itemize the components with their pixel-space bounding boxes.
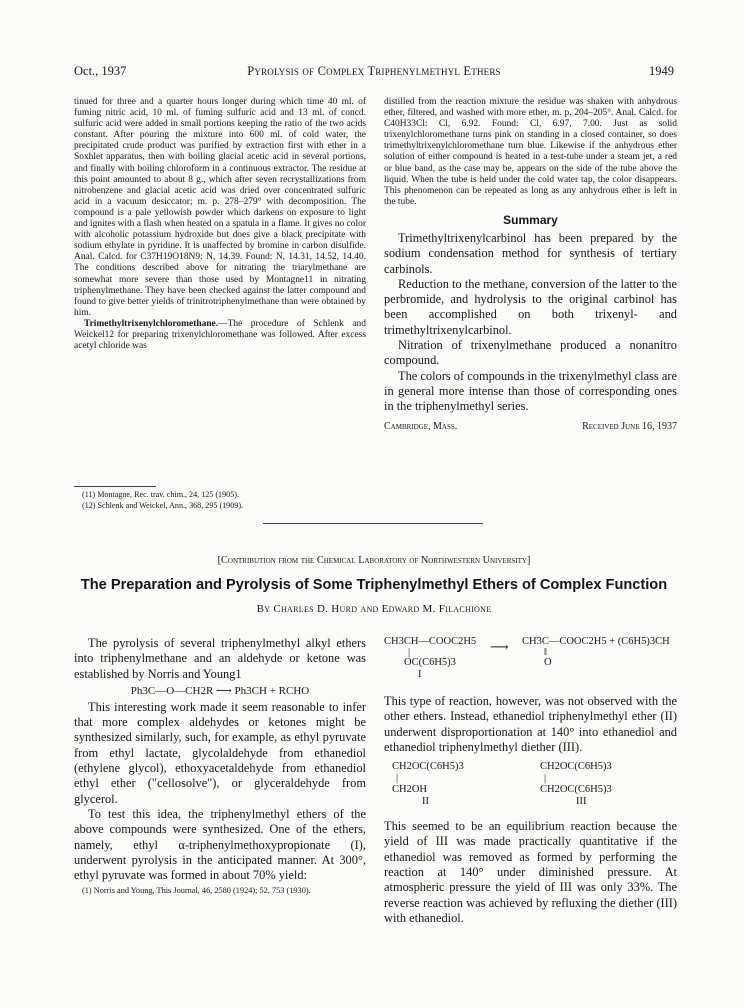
ether-II-top: CH2OC(C6H5)3 [392, 761, 464, 773]
disproportionation-paragraph: This type of reaction, however, was not observed with the other ethers. Instead, ethanediol triphenylmethyl ether (II) underwent disproportionation at 140° into ethanediol and ethanediol triphenylmethyl diether (III). [384, 694, 677, 754]
bottom-left-column [74, 636, 366, 897]
top-left-column [74, 97, 366, 352]
pyrolysis-equation: Ph3C—O—CH2R ⟶ Ph3CH + RCHO [130, 684, 310, 697]
summary-point-3: Nitration of trixenylmethane produced a nonanitro compound. [384, 338, 677, 368]
diether-III-label: III [576, 796, 587, 808]
section-divider [263, 523, 483, 524]
page-number: 1949 [649, 64, 674, 78]
header-date: Oct., 1937 [74, 64, 127, 78]
pyruvate-oxygen: O [544, 657, 552, 668]
continued-paragraph: tinued for three and a quarter hours longer during which time 40 ml. of fuming nitric acid, 10 ml. of fuming sulfuric acid and 13 ml. of concd. sulfuric acid were added in small portions keeping the ratio of the two acids constant. After pouring the mixture into 600 ml. of cold water, the precipitated crude product was purified by extraction first with ether in a Soxhlet apparatus, then with boiling glacial acetic acid in several portions, and finally with boiling chloroform in a continuous extractor. The residue at this point amounted to about 8 g., which after seven recrystallizations from nitrobenzene and glacial acetic acid was dried over concentrated sulfuric acid in a vacuum desiccator; m. p. 278–279° with decomposition. The compound is a pale yellowish powder which darkens on exposure to light and ignites with a flash when heated on a spatula in a flame. It gives no color with alcoholic potassium hydroxide but does give a black precipitate with sodium ethylate in pyridine. It is unaffected by bromine in carbon disulfide. Anal. Calcd. for C37H19O18N9: N, 14.39. Found: N, 14.31, 14.52, 14.40. The conditions described above for nitrating the triarylmethane are somewhat more severe than those used by Montagne11 in nitrating triphenylmethane. They have been checked against the latter compound and found to give better yields of trinitrotriphenylmethane than were obtained by him. [74, 97, 366, 318]
top-left-footnotes [74, 490, 366, 511]
diether-III-top: CH2OC(C6H5)3 [540, 761, 612, 773]
footnote-12: (12) Schlenk and Weickel, Ann., 368, 295 (1909). [82, 500, 244, 510]
ester-I-top: CH3CH—COOC2H5 [384, 636, 477, 647]
top-right-column [384, 97, 677, 435]
body-paragraph-3: To test this idea, the triphenylmethyl ethers of the above compounds were synthesized. One of the ethers, namely, ethyl α-triphenylmethoxypropionate (I), underwent pyrolysis in the anticipated manner. At 300°, ethyl pyruvate was formed in about 70% yield: [74, 806, 366, 883]
ether-II-bottom: CH2OH [392, 784, 428, 796]
experimental-paragraph: distilled from the reaction mixture the residue was shaken with anhydrous ether, filtered, and washed with more ether, m. p. 204–205°. Anal. Calcd. for C40H33Cl: Cl, 6.92. Found: Cl, 6.97, 7.00. Just as solid trixenylchloromethane turns pink on standing in a closed container, so does trimethyltrixenylchloromethane turn blue. Likewise if the anhydrous ether solution of either compound is heated in a test-tube under a steam jet, a red or blue band, as the case may be, appears on the side of the tube above the liquid. When the tube is held under the cold water tap, the color disappears. This phenomenon can be repeated as long as any anhydrous ether is left in the tube. [384, 97, 677, 207]
footnote-rule [74, 486, 156, 487]
ether-II-label: II [422, 796, 429, 808]
reaction-scheme-1: CH3CH—COOC2H5 | OC(C6H5)3 I ⟶ CH3C—COOC2H5 + (C6H5)3CH ‖ O [384, 636, 670, 680]
contribution-line: [Contribution from the Chemical Laboratory of Northwestern University] [217, 555, 531, 566]
body-paragraph-2: This interesting work made it seem reasonable to infer that more complex aldehydes or ketones might be synthesized similarly, such, for example, as ethyl pyruvate from ethyl lactate, glycolaldehyde from ethanediol (ethylene glycol), ethoxyacetaldehyde from ethanediol ethyl ether ("cellosolve"), or glyceraldehyde from glycerol. [74, 699, 366, 806]
ester-I-label: I [418, 669, 422, 680]
chloromethane-heading: Trimethyltrixenylchloromethane. [84, 318, 219, 329]
ester-I-bottom: OC(C6H5)3 [404, 657, 456, 668]
running-header [74, 64, 674, 80]
signature-line [384, 421, 677, 435]
header-title: Pyrolysis of Complex Triphenylmethyl Ethers [247, 64, 501, 78]
pyruvate-product: CH3C—COOC2H5 + (C6H5)3CH [522, 636, 670, 647]
reaction-arrow: ⟶ [490, 639, 509, 654]
equilibrium-paragraph: This seemed to be an equilibrium reaction because the yield of III was made practically quantitative if the ethanediol was removed as formed by performing the reaction at 140° under diminished pressure. At atmospheric pressure the yield of III was only 33%. The reverse reaction was achieved by refluxing the diether (III) with ethanediol. [384, 819, 677, 925]
footnote-11: (11) Montagne, Rec. trav. chim., 24, 125 (1905). [82, 490, 239, 499]
chloromethane-paragraph [74, 319, 366, 352]
byline: By Charles D. Hurd and Edward M. Filachione [256, 603, 492, 615]
chloromethane-text: —The procedure of Schlenk and Weickel12 for preparing trixenylchloromethane was followed. After excess acetyl chloride was [74, 318, 366, 352]
bottom-right-column [384, 636, 677, 926]
summary-point-2: Reduction to the methane, conversion of the latter to the perbromide, and hydrolysis to the original carbinol has been accomplished on both trixenyl- and trimethyltrixenylcarbinol. [384, 276, 677, 337]
diether-III-bottom: CH2OC(C6H5)3 [540, 784, 612, 796]
summary-heading: Summary [503, 212, 558, 227]
footnote-1: (1) Norris and Young, This Journal, 46, 2580 (1924); 52, 753 (1930). [82, 886, 311, 896]
article-title: The Preparation and Pyrolysis of Some Triphenylmethyl Ethers of Complex Function [80, 577, 668, 593]
summary-point-4: The colors of compounds in the trixenylmethyl class are in general more intense than those of corresponding ones in the triphenylmethyl series. [384, 368, 677, 414]
intro-paragraph: The pyrolysis of several triphenylmethyl alkyl ethers into triphenylmethane and an aldehyde or ketone was established by Norris and Young1 [74, 636, 366, 681]
structures-II-III: CH2OC(C6H5)3 | CH2OH II CH2OC(C6H5)3 | CH2OC(C6H5)3 III [392, 761, 612, 808]
summary-point-1: Trimethyltrixenylcarbinol has been prepared by the sodium condensation method for synthesis of tertiary carbinols. [384, 230, 677, 276]
received-date: Received June 16, 1937 [582, 420, 677, 432]
place: Cambridge, Mass. [384, 420, 458, 432]
